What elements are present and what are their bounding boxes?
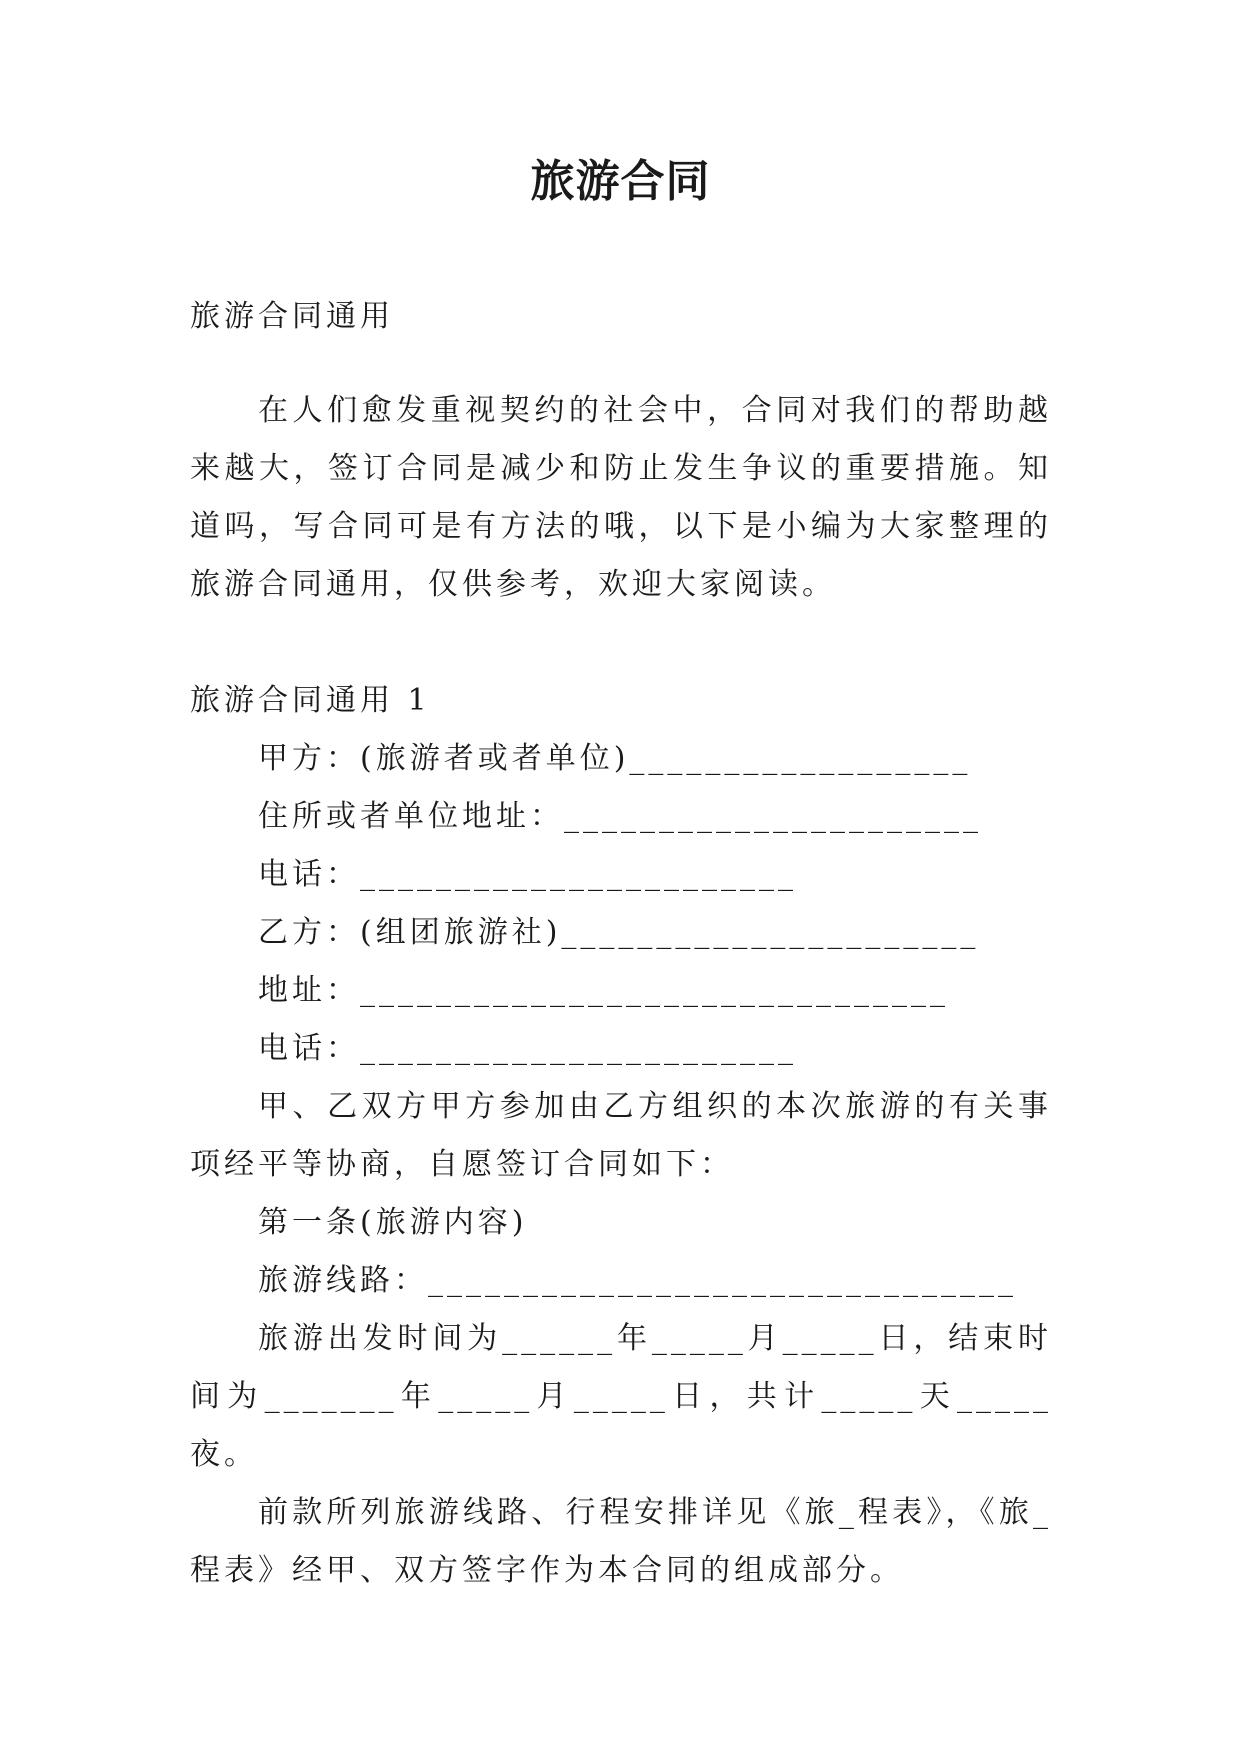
party-a-phone-line: 电话：_______________________ <box>258 857 797 892</box>
spacer <box>190 346 1052 382</box>
document-body <box>190 288 1052 1600</box>
subtitle: 旅游合同通用 <box>190 299 394 334</box>
party-b-address-line: 地址：_______________________________ <box>258 973 949 1008</box>
party-a-line: 甲方：(旅游者或者单位)__________________ <box>258 741 972 776</box>
intro-paragraph: 在人们愈发重视契约的社会中，合同对我们的帮助越来越大，签订合同是减少和防止发生争议的重要措施。知道吗，写合同可是有方法的哦，以下是小编为大家整理的旅游合同通用，仅供参考，欢迎大家阅读。 <box>190 393 1052 602</box>
route-line: 旅游线路：_______________________________ <box>258 1263 1017 1298</box>
party-b-phone-line: 电话：_______________________ <box>258 1031 797 1066</box>
article-heading: 第一条(旅游内容) <box>258 1205 528 1240</box>
agreement-paragraph: 甲、乙双方甲方参加由乙方组织的本次旅游的有关事项经平等协商，自愿签订合同如下： <box>190 1089 1052 1182</box>
spacer <box>190 614 1052 672</box>
document-title: 旅游合同 <box>530 156 711 207</box>
schedule-paragraph: 旅游出发时间为______年_____月_____日，结束时间为_______年_____月_____日，共计_____天_____夜。 <box>190 1321 1052 1472</box>
section-heading: 旅游合同通用 1 <box>190 683 431 718</box>
party-a-address-line: 住所或者单位地址：______________________ <box>258 799 982 834</box>
itinerary-note-paragraph: 前款所列旅游线路、行程安排详见《旅_程表》，《旅_程表》经甲、双方签字作为本合同的组成部分。 <box>190 1495 1052 1588</box>
party-b-line: 乙方：(组团旅游社)______________________ <box>258 915 980 950</box>
